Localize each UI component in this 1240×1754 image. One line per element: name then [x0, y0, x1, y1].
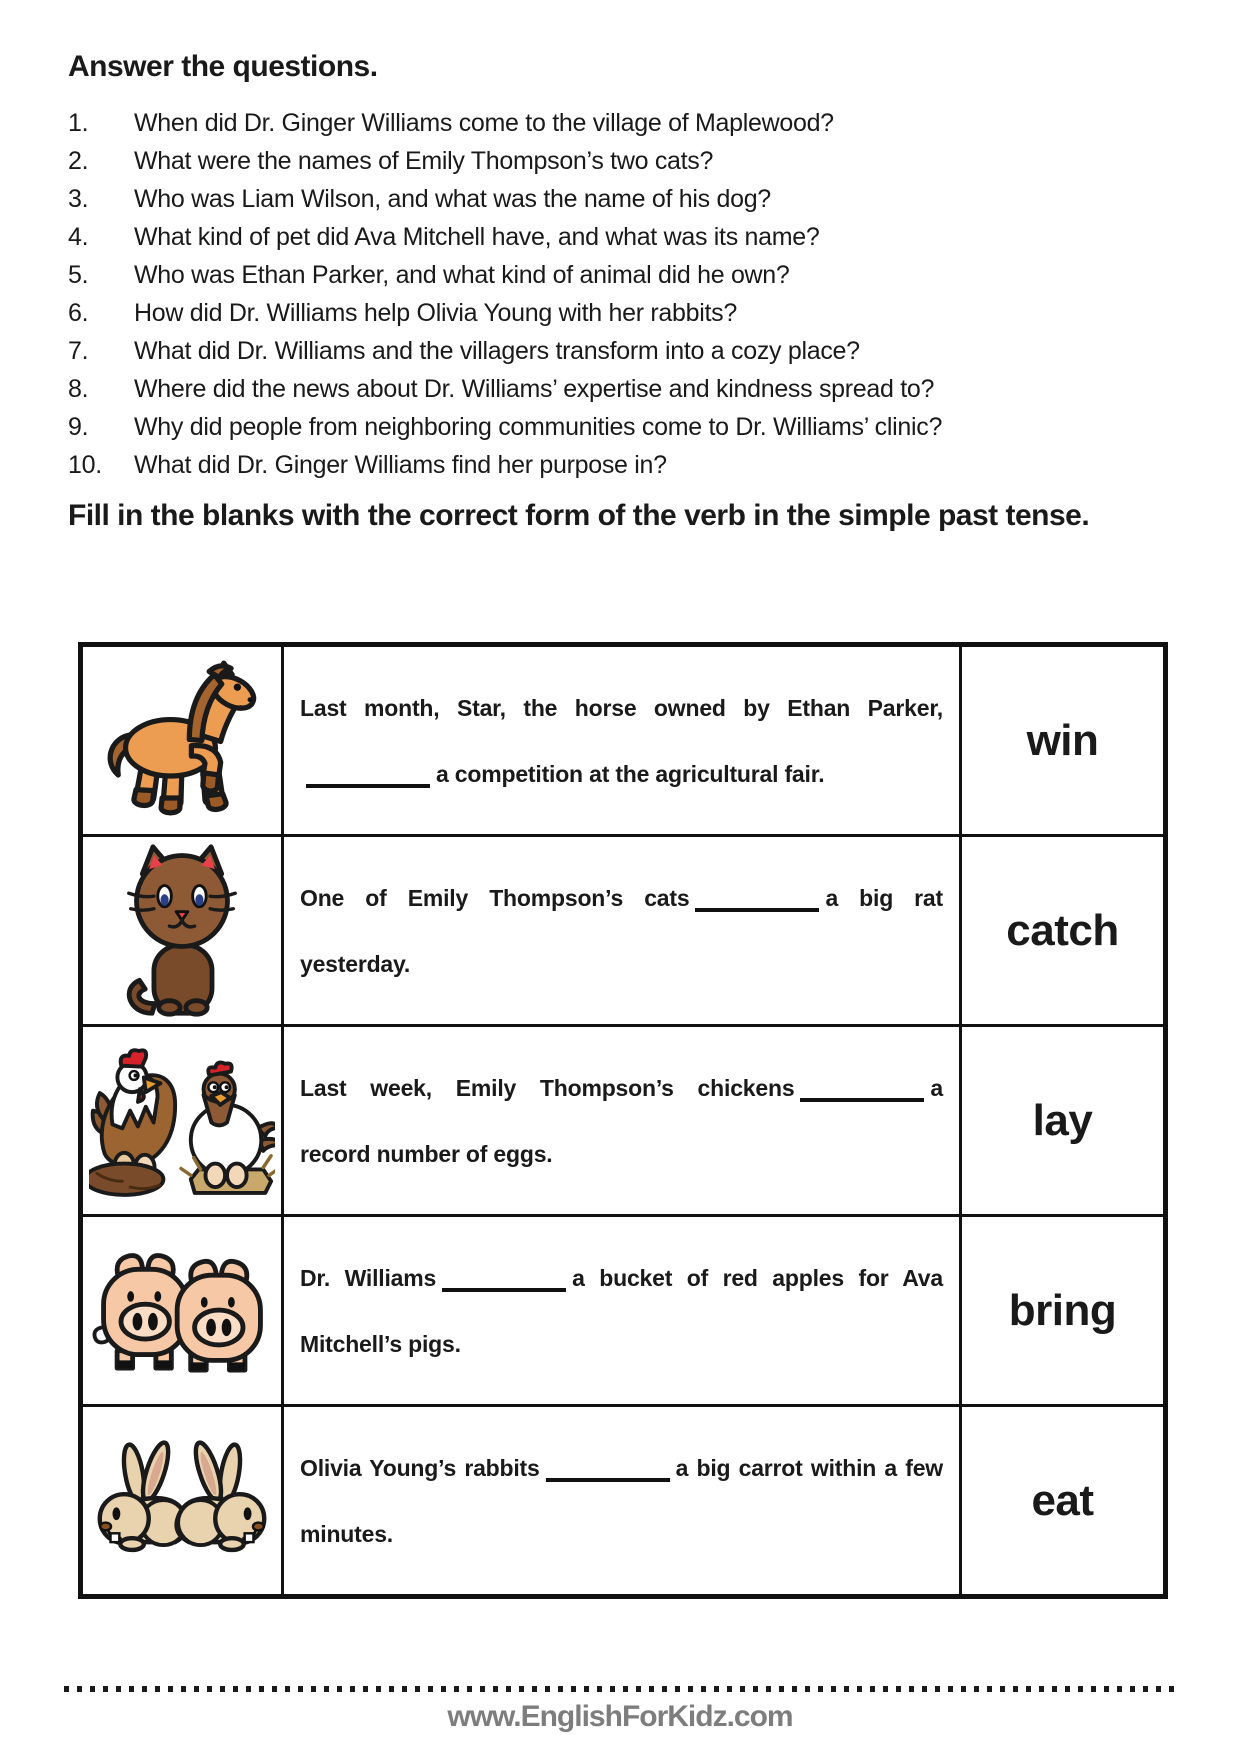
question-number: 8. — [68, 374, 89, 403]
sentence-before: Dr. Williams — [300, 1264, 437, 1291]
question-text: How did Dr. Williams help Olivia Young with her rabbits? — [134, 298, 737, 327]
answer-blank — [306, 761, 430, 788]
question-item — [68, 370, 1178, 408]
sentence-before: Olivia Young’s rabbits — [300, 1454, 540, 1481]
question-number: 2. — [68, 146, 89, 175]
question-number: 7. — [68, 336, 89, 365]
table-row — [81, 836, 1166, 1026]
rabbits-icon — [84, 1438, 280, 1564]
question-text: Where did the news about Dr. Williams’ expertise and kindness spread to? — [134, 374, 935, 403]
sentence-after: a bucket of red apples for Ava Mitchell’s pigs. — [300, 1264, 943, 1357]
question-list — [68, 104, 1178, 484]
section-title-questions: Answer the questions. — [68, 50, 378, 83]
question-number: 4. — [68, 222, 89, 251]
sentence-cell — [283, 1216, 961, 1406]
pigs-icon — [84, 1242, 280, 1380]
verb-cell: catch — [961, 836, 1166, 1026]
sentence-before: Last week, Emily Thompson’s chickens — [300, 1074, 795, 1101]
verb-cell: eat — [961, 1406, 1166, 1597]
section-title-fill-blanks: Fill in the blanks with the correct form of the verb in the simple past tense. — [68, 499, 1090, 532]
question-item — [68, 256, 1178, 294]
cat-icon — [84, 841, 280, 1021]
chickens-icon — [84, 1040, 280, 1202]
sentence-after: a big rat yesterday. — [300, 884, 943, 977]
sentence-before: Last month, Star, the horse owned by Ethan Parker, — [300, 694, 943, 721]
answer-blank — [442, 1265, 566, 1292]
question-item — [68, 180, 1178, 218]
verb-cell: win — [961, 645, 1166, 836]
question-text: What did Dr. Williams and the villagers transform into a cozy place? — [134, 336, 860, 365]
question-number: 10. — [68, 450, 102, 479]
horse-icon — [84, 660, 280, 822]
table-row — [81, 1026, 1166, 1216]
table-row — [81, 645, 1166, 836]
footer-website-url: www.EnglishForKidz.com — [447, 1700, 793, 1733]
answer-blank — [695, 885, 819, 912]
question-number: 6. — [68, 298, 89, 327]
sentence-before: One of Emily Thompson’s cats — [300, 884, 690, 911]
sentence-cell — [283, 1406, 961, 1597]
question-number: 1. — [68, 108, 89, 137]
question-text: What did Dr. Ginger Williams find her purpose in? — [134, 450, 667, 479]
answer-blank — [800, 1075, 924, 1102]
question-item — [68, 332, 1178, 370]
sentence-cell — [283, 836, 961, 1026]
table-row — [81, 1216, 1166, 1406]
footer-dotted-divider — [64, 1686, 1176, 1692]
sentence-cell — [283, 645, 961, 836]
sentence-after: a big carrot within a few minutes. — [300, 1454, 943, 1547]
question-item — [68, 446, 1178, 484]
sentence-cell — [283, 1026, 961, 1216]
table-row — [81, 1406, 1166, 1597]
question-item — [68, 408, 1178, 446]
answer-blank — [546, 1455, 670, 1482]
question-text: Why did people from neighboring communities come to Dr. Williams’ clinic? — [134, 412, 943, 441]
question-text: When did Dr. Ginger Williams come to the village of Maplewood? — [134, 108, 834, 137]
verb-cell: lay — [961, 1026, 1166, 1216]
question-item — [68, 104, 1178, 142]
question-text: Who was Ethan Parker, and what kind of animal did he own? — [134, 260, 790, 289]
verb-cell: bring — [961, 1216, 1166, 1406]
fill-in-blanks-table — [78, 642, 1168, 1599]
question-item — [68, 294, 1178, 332]
question-text: What were the names of Emily Thompson’s two cats? — [134, 146, 714, 175]
sentence-after: a record number of eggs. — [300, 1074, 943, 1167]
question-item — [68, 218, 1178, 256]
sentence-after: a competition at the agricultural fair. — [436, 760, 825, 787]
question-item — [68, 142, 1178, 180]
question-number: 5. — [68, 260, 89, 289]
question-number: 3. — [68, 184, 89, 213]
question-text: Who was Liam Wilson, and what was the name of his dog? — [134, 184, 771, 213]
question-text: What kind of pet did Ava Mitchell have, and what was its name? — [134, 222, 820, 251]
question-number: 9. — [68, 412, 89, 441]
